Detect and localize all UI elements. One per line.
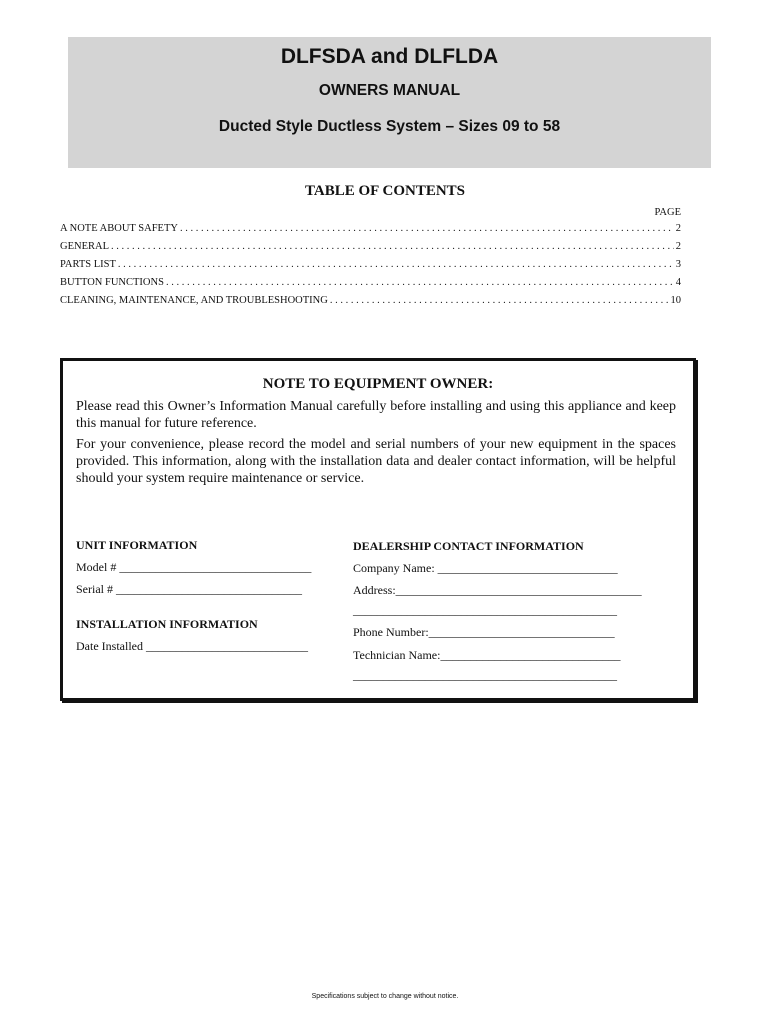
date-installed-field[interactable]: Date Installed ___________________________ (76, 639, 308, 653)
footer-note: Specifications subject to change without notice. (311, 993, 459, 1000)
unit-information-heading: UNIT INFORMATION (76, 538, 198, 552)
document-title: DLFSDA and DLFLDA (280, 45, 499, 68)
toc-entry-page: 4 (675, 277, 681, 288)
model-number-field[interactable]: Model # ________________________________ (76, 560, 312, 574)
phone-number-field[interactable]: Phone Number:_______________________________ (353, 625, 615, 639)
technician-line2-field[interactable]: ____________________________________________ (353, 668, 617, 682)
toc-entry-page: 2 (675, 223, 681, 234)
toc-entry[interactable] (60, 223, 681, 241)
toc-leader-dots (330, 295, 669, 306)
toc-entry[interactable] (60, 259, 681, 277)
notice-title: NOTE TO EQUIPMENT OWNER: (262, 376, 494, 392)
toc-entry-page: 2 (675, 241, 681, 252)
title-banner (68, 37, 711, 168)
notice-paragraph: For your convenience, please record the model and serial numbers of your new equipment in the spaces provided. This information, along with the installation data and dealer contact information, will be helpful should your system require maintenance or service. (76, 437, 676, 486)
toc-entry-label: GENERAL (60, 241, 109, 252)
dealership-contact-heading: DEALERSHIP CONTACT INFORMATION (353, 539, 584, 553)
toc-leader-dots (180, 223, 674, 234)
notice-paragraph: Please read this Owner’s Information Manual carefully before installing and using this appliance and keep this manual for future reference. (76, 399, 676, 431)
document-subtitle: OWNERS MANUAL (318, 82, 461, 99)
toc-entry-label: A NOTE ABOUT SAFETY (60, 223, 178, 234)
installation-information-heading: INSTALLATION INFORMATION (76, 617, 258, 631)
address-line2-field[interactable]: ____________________________________________ (353, 603, 617, 617)
company-name-field[interactable]: Company Name: ______________________________ (353, 561, 618, 575)
address-field[interactable]: Address:_________________________________________ (353, 583, 642, 597)
toc-entry-page: 3 (675, 259, 681, 270)
toc-entry-page: 10 (670, 295, 681, 306)
toc-leader-dots (118, 259, 674, 270)
owner-notice-box (60, 358, 696, 701)
toc-entry[interactable] (60, 241, 681, 259)
toc-title: TABLE OF CONTENTS (304, 183, 466, 199)
table-of-contents (60, 223, 681, 313)
toc-entry[interactable] (60, 295, 681, 313)
toc-leader-dots (111, 241, 674, 252)
toc-page-heading: PAGE (654, 207, 681, 218)
technician-name-field[interactable]: Technician Name:______________________________ (353, 648, 621, 662)
toc-leader-dots (166, 277, 674, 288)
toc-entry-label: PARTS LIST (60, 259, 116, 270)
document-description: Ducted Style Ductless System – Sizes 09 to 58 (218, 118, 561, 135)
toc-entry-label: CLEANING, MAINTENANCE, AND TROUBLESHOOTING (60, 295, 328, 306)
toc-entry-label: BUTTON FUNCTIONS (60, 277, 164, 288)
serial-number-field[interactable]: Serial # _______________________________ (76, 582, 302, 596)
toc-entry[interactable] (60, 277, 681, 295)
